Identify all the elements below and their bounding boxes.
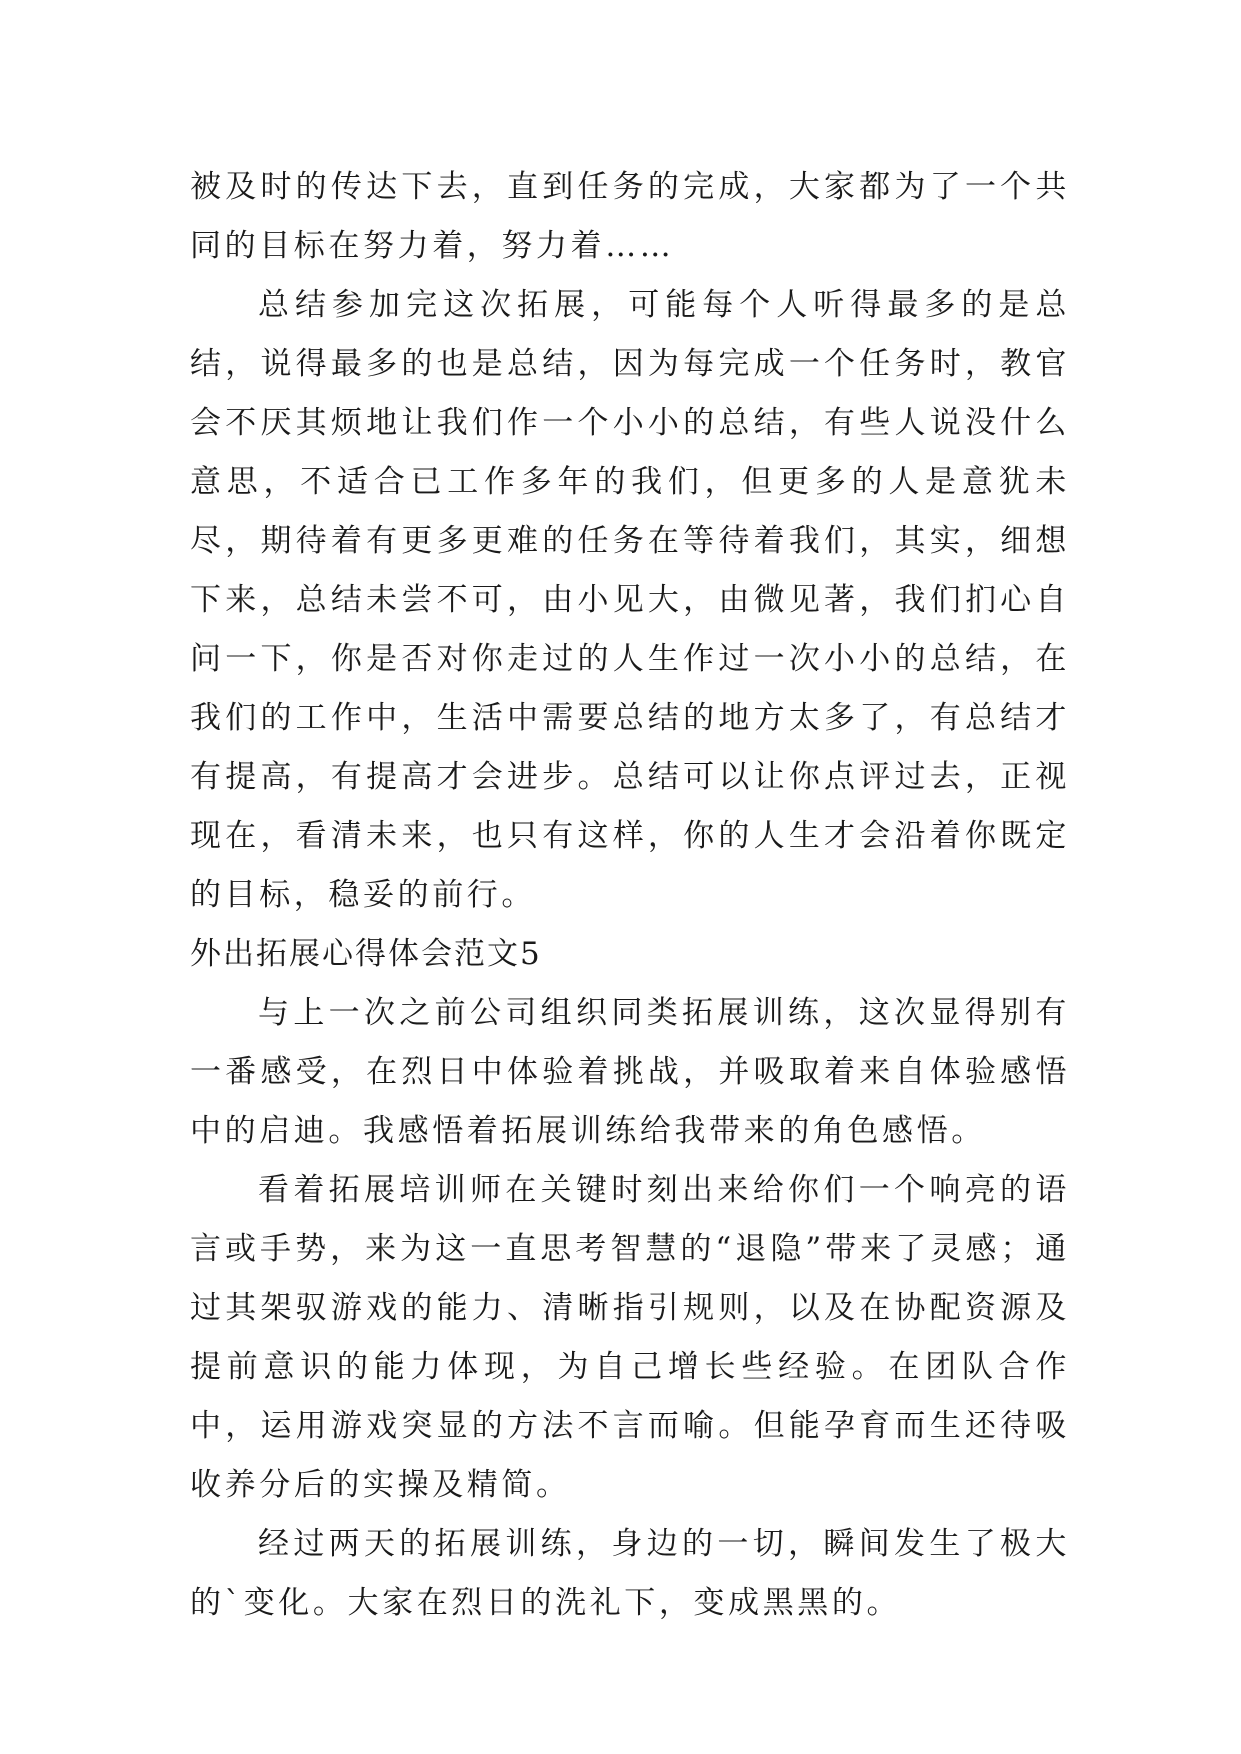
paragraph-trainer: 看着拓展培训师在关键时刻出来给你们一个响亮的语言或手势，来为这一直思考智慧的“退隐”带来了灵感；通过其架驭游戏的能力、清晰指引规则，以及在协配资源及提前意识的能力体现，为自己增长些经验。在团队合作中，运用游戏突显的方法不言而喻。但能孕育而生还待吸收养分后的实操及精简。 <box>190 1172 1070 1503</box>
section-heading: 外出拓展心得体会范文5 <box>190 936 542 972</box>
paragraph-intro: 与上一次之前公司组织同类拓展训练，这次显得别有一番感受，在烈日中体验着挑战，并吸取着来自体验感悟中的启迪。我感悟着拓展训练给我带来的角色感悟。 <box>190 995 1070 1149</box>
paragraph-continuation: 被及时的传达下去，直到任务的完成，大家都为了一个共同的目标在努力着，努力着…… <box>190 169 1070 264</box>
document-body <box>190 158 1070 1633</box>
paragraph-summary: 总结参加完这次拓展，可能每个人听得最多的是总结，说得最多的也是总结，因为每完成一个任务时，教官会不厌其烦地让我们作一个小小的总结，有些人说没什么意思，不适合已工作多年的我们，但更多的人是意犹未尽，期待着有更多更难的任务在等待着我们，其实，细想下来，总结未尝不可，由小见大，由微见著，我们扪心自问一下，你是否对你走过的人生作过一次小小的总结，在我们的工作中，生活中需要总结的地方太多了，有总结才有提高，有提高才会进步。总结可以让你点评过去，正视现在，看清未来，也只有这样，你的人生才会沿着你既定的目标，稳妥的前行。 <box>190 287 1070 913</box>
paragraph-change: 经过两天的拓展训练，身边的一切，瞬间发生了极大的`变化。大家在烈日的洗礼下，变成黑黑的。 <box>190 1526 1070 1621</box>
